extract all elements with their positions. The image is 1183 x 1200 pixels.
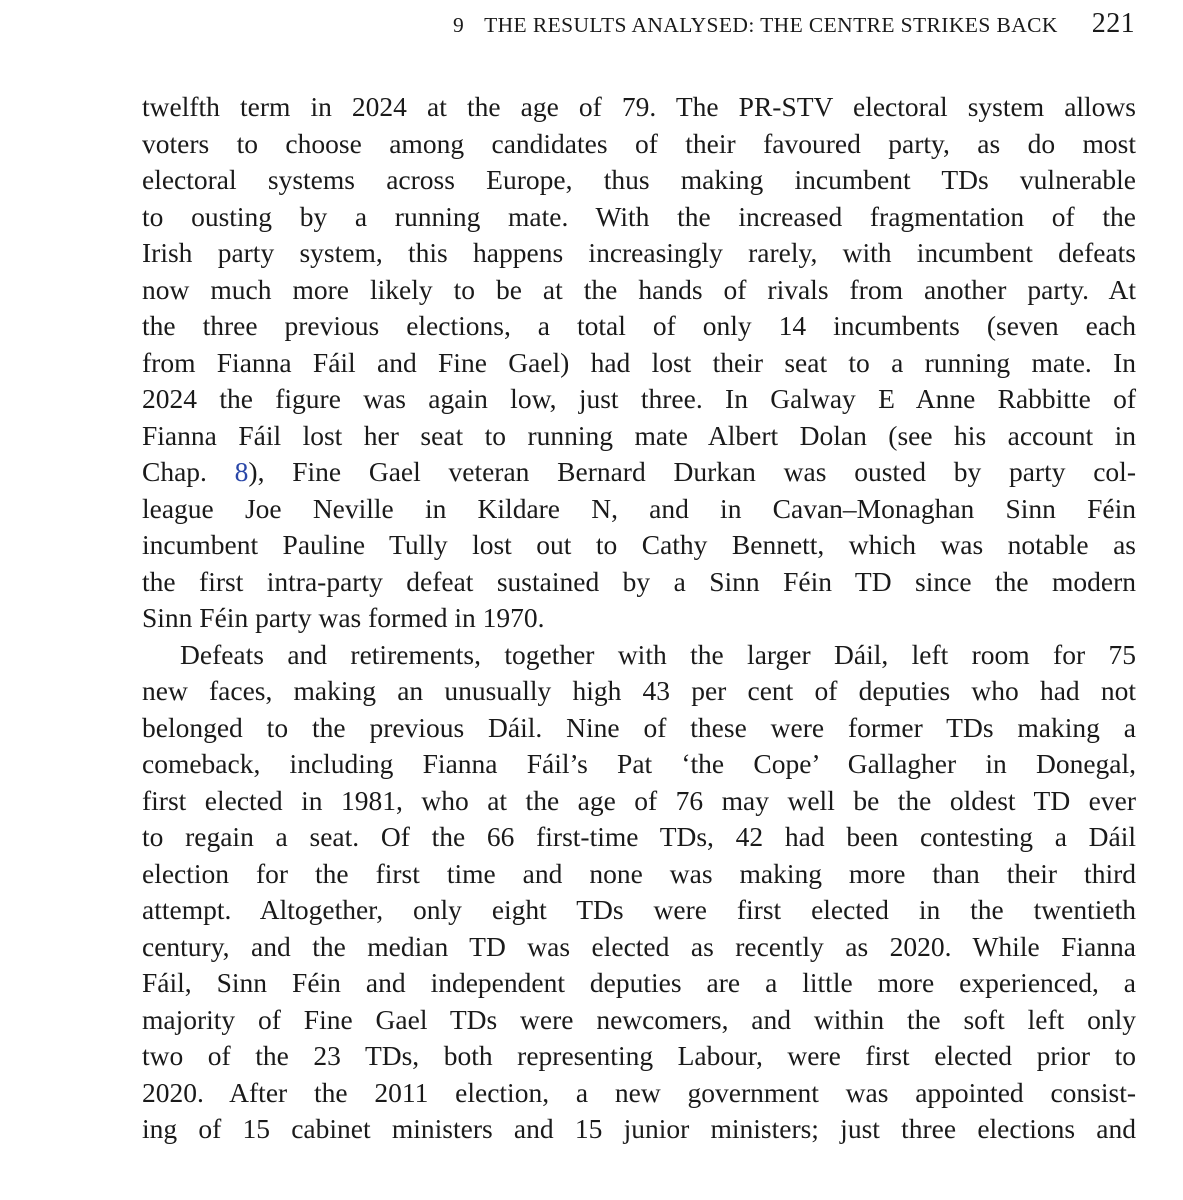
- text-line: Defeats and retirements, together with the larger Dáil, left room for 75: [180, 638, 1136, 670]
- text-line: majority of Fine Gael TDs were newcomers, and within the soft left only: [142, 1003, 1136, 1035]
- running-header: [453, 8, 1135, 40]
- text-line-with-cross-reference: [142, 454, 1136, 491]
- text-line: Irish party system, this happens increasingly rarely, with incumbent defeats: [142, 237, 1136, 268]
- text-line: election for the first time and none was making more than their third: [142, 857, 1136, 889]
- text-line: electoral systems across Europe, thus making incumbent TDs vulnerable: [142, 164, 1136, 195]
- text-line: Fáil, Sinn Féin and independent deputies are a little more experienced, a: [142, 967, 1136, 998]
- body-text: [142, 89, 1136, 1148]
- text-line: Sinn Féin party was formed in 1970.: [142, 602, 545, 633]
- chapter-cross-reference-link[interactable]: 8: [234, 456, 249, 487]
- text-line: ing of 15 cabinet ministers and 15 junior ministers; just three elections and: [142, 1113, 1136, 1144]
- text-line: 2024 the figure was again low, just three. In Galway E Anne Rabbitte of: [142, 383, 1136, 414]
- text-line: century, and the median TD was elected as recently as 2020. While Fianna: [142, 930, 1136, 962]
- chapter-number: 9: [452, 13, 465, 37]
- text-line: to regain a seat. Of the 66 first-time TDs, 42 had been contesting a Dáil: [142, 821, 1136, 852]
- text-line: attempt. Altogether, only eight TDs were first elected in the twentieth: [142, 894, 1136, 925]
- text-line: now much more likely to be at the hands of rivals from another party. At: [142, 273, 1136, 305]
- text-line: twelfth term in 2024 at the age of 79. The PR-STV electoral system allows: [142, 91, 1136, 122]
- text-line: 2020. After the 2011 election, a new government was appointed consist-: [142, 1076, 1136, 1108]
- text-line: two of the 23 TDs, both representing Labour, were first elected prior to: [142, 1040, 1136, 1071]
- text-line: the three previous elections, a total of only 14 incumbents (seven each: [142, 310, 1136, 341]
- text-line: incumbent Pauline Tully lost out to Cathy Bennett, which was notable as: [142, 529, 1136, 560]
- paragraph-2: [142, 637, 1136, 1148]
- text-line: new faces, making an unusually high 43 per cent of deputies who had not: [142, 675, 1136, 706]
- text-line: first elected in 1981, who at the age of 76 may well be the oldest TD ever: [142, 784, 1136, 816]
- text-line: the first intra-party defeat sustained by a Sinn Féin TD since the modern: [142, 565, 1136, 597]
- text-line: league Joe Neville in Kildare N, and in Cavan–Monaghan Sinn Féin: [142, 492, 1136, 524]
- text-line: to ousting by a running mate. With the increased fragmentation of the: [142, 200, 1136, 232]
- xref-prefix: Chap.: [142, 456, 235, 487]
- xref-suffix: ), Fine Gael veteran Bernard Durkan was ousted by party col-: [248, 456, 1136, 487]
- text-line: comeback, including Fianna Fáil’s Pat ‘the Cope’ Gallagher in Donegal,: [142, 748, 1136, 779]
- text-line: belonged to the previous Dáil. Nine of these were former TDs making a: [142, 711, 1136, 743]
- chapter-title: THE RESULTS ANALYSED: THE CENTRE STRIKES BACK: [484, 13, 1058, 37]
- page-number: 221: [1091, 8, 1135, 39]
- text-line: from Fianna Fáil and Fine Gael) had lost their seat to a running mate. In: [142, 346, 1136, 378]
- text-line: voters to choose among candidates of their favoured party, as do most: [142, 127, 1136, 159]
- text-line: Fianna Fáil lost her seat to running mate Albert Dolan (see his account in: [142, 419, 1136, 451]
- paragraph-1: [142, 89, 1136, 637]
